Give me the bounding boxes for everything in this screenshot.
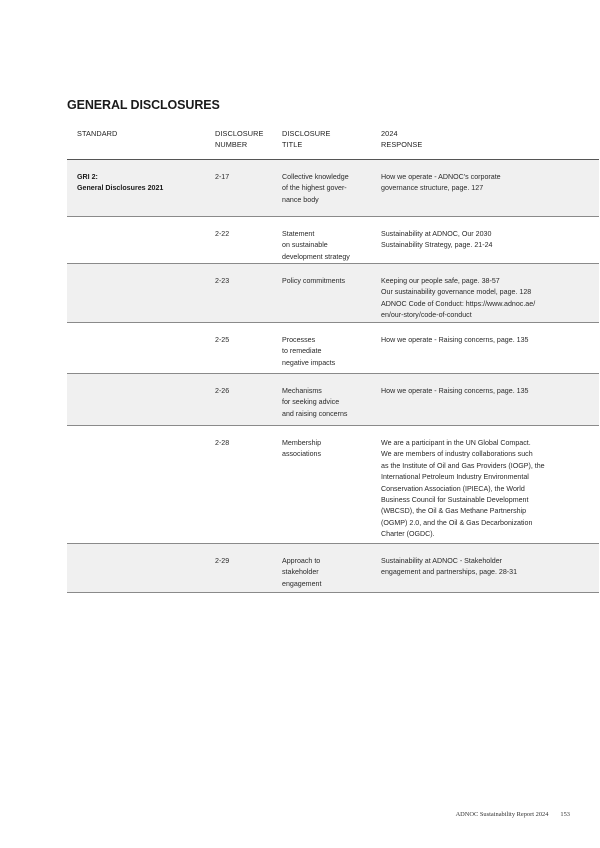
section-title: GENERAL DISCLOSURES: [67, 98, 220, 112]
disclosure-number: 2-28: [215, 439, 230, 447]
disclosure-title: Mechanisms for seeking advice and raising concerns: [282, 387, 348, 418]
table-row: [67, 544, 599, 593]
table-row: [67, 217, 599, 264]
header-response: 2024 RESPONSE: [381, 129, 423, 149]
disclosure-number: 2-23: [215, 277, 230, 285]
disclosure-response: How we operate - Raising concerns, page. 135: [381, 336, 529, 344]
table-row: [67, 426, 599, 544]
page-number: 153: [560, 811, 570, 818]
disclosure-title: Collective knowledge of the highest gover- nance body: [282, 173, 349, 204]
table-header: [67, 128, 599, 160]
disclosure-title: Approach to stakeholder engagement: [282, 557, 322, 588]
disclosure-response: How we operate - Raising concerns, page. 135: [381, 387, 529, 395]
disclosure-response: Keeping our people safe, page. 38-57 Our sustainability governance model, page. 128 ADNOC Code of Conduct: https://www.adnoc.ae/ en/our-story/code-of-conduct: [381, 277, 536, 320]
disclosure-number: 2-17: [215, 173, 230, 181]
disclosure-response: We are a participant in the UN Global Compact. We are members of industry collaborations such as the Institute of Oil and Gas Providers (IOGP), the International Petroleum Industry Environmental Conservation Association (IPIECA), the World Business Council for Sustainable Development (WBCSD), the Oil & Gas Methane Partnership (OGMP) 2.0, and the Oil & Gas Decarbonization Charter (OGDC).: [381, 439, 545, 539]
disclosure-number: 2-25: [215, 336, 230, 344]
standard-cell: [77, 172, 215, 195]
disclosure-number: 2-22: [215, 230, 230, 238]
table-row: [67, 160, 599, 217]
disclosure-response: How we operate - ADNOC's corporate governance structure, page. 127: [381, 173, 501, 193]
disclosure-number: 2-26: [215, 387, 230, 395]
table-row: [67, 323, 599, 374]
disclosure-number: 2-29: [215, 557, 230, 565]
disclosure-title: Statement on sustainable development strategy: [282, 230, 350, 261]
table-row: [67, 264, 599, 323]
header-disclosure-number: DISCLOSURE NUMBER: [215, 129, 264, 149]
report-name: ADNOC Sustainability Report 2024: [455, 811, 549, 818]
disclosure-response: Sustainability at ADNOC, Our 2030 Sustainability Strategy, page. 21-24: [381, 230, 493, 250]
disclosure-title: Policy commitments: [282, 277, 346, 285]
disclosure-title: Membership associations: [282, 439, 322, 459]
header-disclosure-title: DISCLOSURE TITLE: [282, 129, 331, 149]
standard-name: General Disclosures 2021: [77, 184, 164, 193]
standard-code: GRI 2:: [77, 173, 98, 181]
disclosures-table: [67, 128, 599, 593]
table-row: [67, 374, 599, 426]
header-standard: STANDARD: [77, 129, 118, 138]
page-footer: [456, 811, 570, 818]
disclosure-response: Sustainability at ADNOC - Stakeholder engagement and partnerships, page. 28-31: [381, 557, 518, 577]
disclosure-title: Processes to remediate negative impacts: [282, 336, 336, 367]
